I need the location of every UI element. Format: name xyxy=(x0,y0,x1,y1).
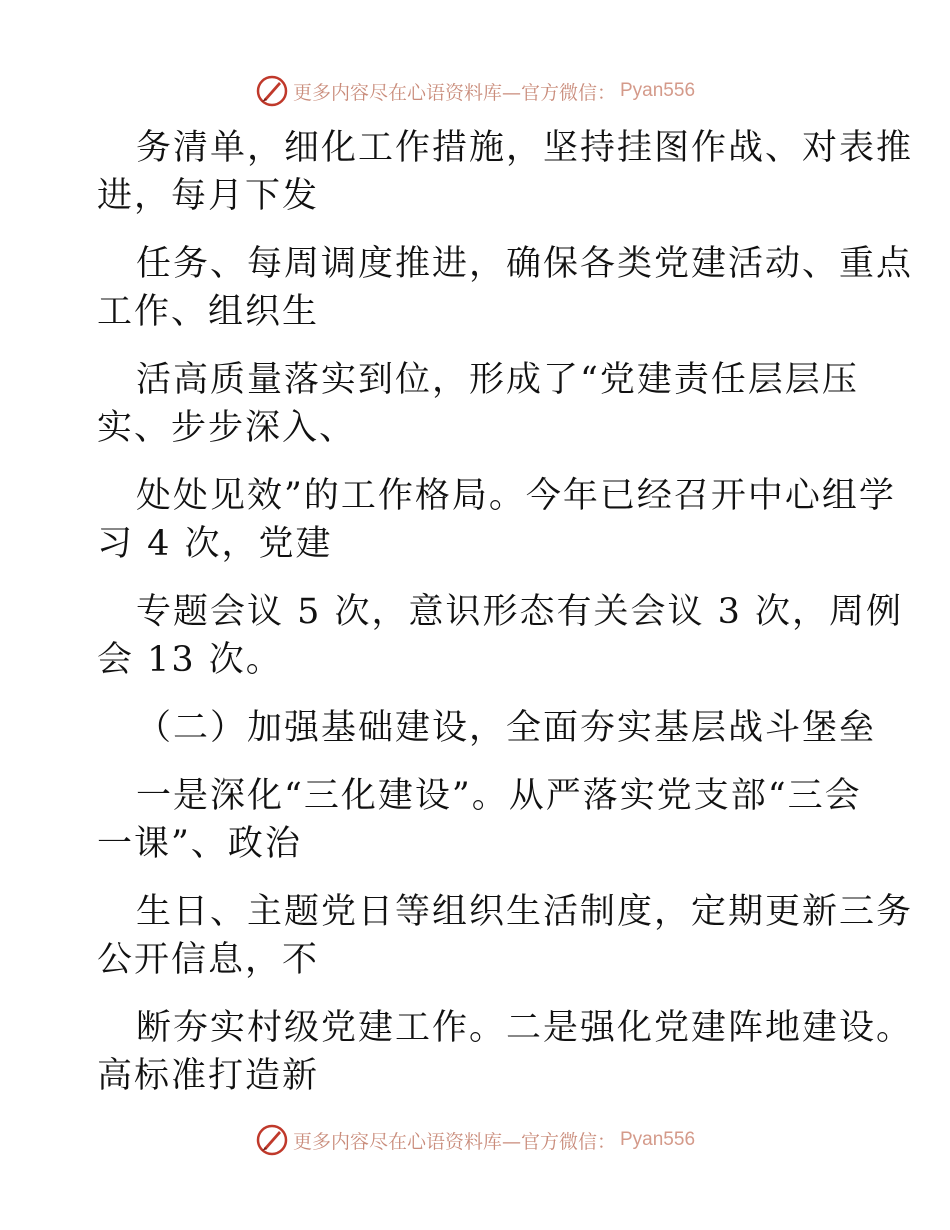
paragraph-line: 活高质量落实到位，形成了“党建责任层层压 xyxy=(136,360,859,400)
paragraph-line: 会 13 次。 xyxy=(97,640,283,680)
paragraph-line: 一课”、政治 xyxy=(97,824,302,864)
paragraph-line: 任务、每周调度推进，确保各类党建活动、重点 xyxy=(136,244,914,284)
footer-watermark xyxy=(0,1120,950,1160)
paragraph-line: 高标准打造新 xyxy=(97,1056,320,1096)
paragraph-line: 专题会议 5 次，意识形态有关会议 3 次，周例 xyxy=(136,592,904,632)
paragraph-line: 一是深化“三化建设”。从严落实党支部“三会 xyxy=(136,776,862,816)
paragraph-line: 实、步步深入、 xyxy=(97,408,357,448)
header-watermark xyxy=(0,71,950,111)
quill-pen-logo-icon xyxy=(255,1123,289,1157)
paragraph xyxy=(97,124,914,220)
paragraph xyxy=(97,1004,914,1100)
paragraph xyxy=(97,356,857,452)
paragraph-line: 务清单，细化工作措施，坚持挂图作战、对表推 xyxy=(136,128,914,168)
paragraph-line: 工作、组织生 xyxy=(97,292,320,332)
paragraph-line: 断夯实村级党建工作。二是强化党建阵地建设。 xyxy=(136,1008,914,1048)
watermark-text: 更多内容尽在心语资料库—官方微信： xyxy=(292,81,616,104)
section-heading xyxy=(97,704,877,752)
paragraph xyxy=(97,240,914,336)
paragraph-line: （二）加强基础建设，全面夯实基层战斗堡垒 xyxy=(136,708,877,748)
paragraph xyxy=(97,472,896,568)
paragraph xyxy=(97,888,914,984)
paragraph-line: 公开信息，不 xyxy=(97,940,320,980)
quill-pen-logo-icon xyxy=(255,74,289,108)
paragraph xyxy=(97,588,904,684)
paragraph-line: 进，每月下发 xyxy=(97,176,320,216)
document-body xyxy=(97,124,914,1100)
watermark-wechat-id: Pyan556 xyxy=(620,1129,696,1150)
watermark-text: 更多内容尽在心语资料库—官方微信： xyxy=(292,1130,616,1153)
paragraph-line: 生日、主题党日等组织生活制度，定期更新三务 xyxy=(136,892,914,932)
paragraph xyxy=(97,772,862,868)
paragraph-line: 处处见效”的工作格局。今年已经召开中心组学 xyxy=(136,476,896,516)
watermark-wechat-id: Pyan556 xyxy=(620,80,696,101)
paragraph-line: 习 4 次，党建 xyxy=(97,524,333,564)
